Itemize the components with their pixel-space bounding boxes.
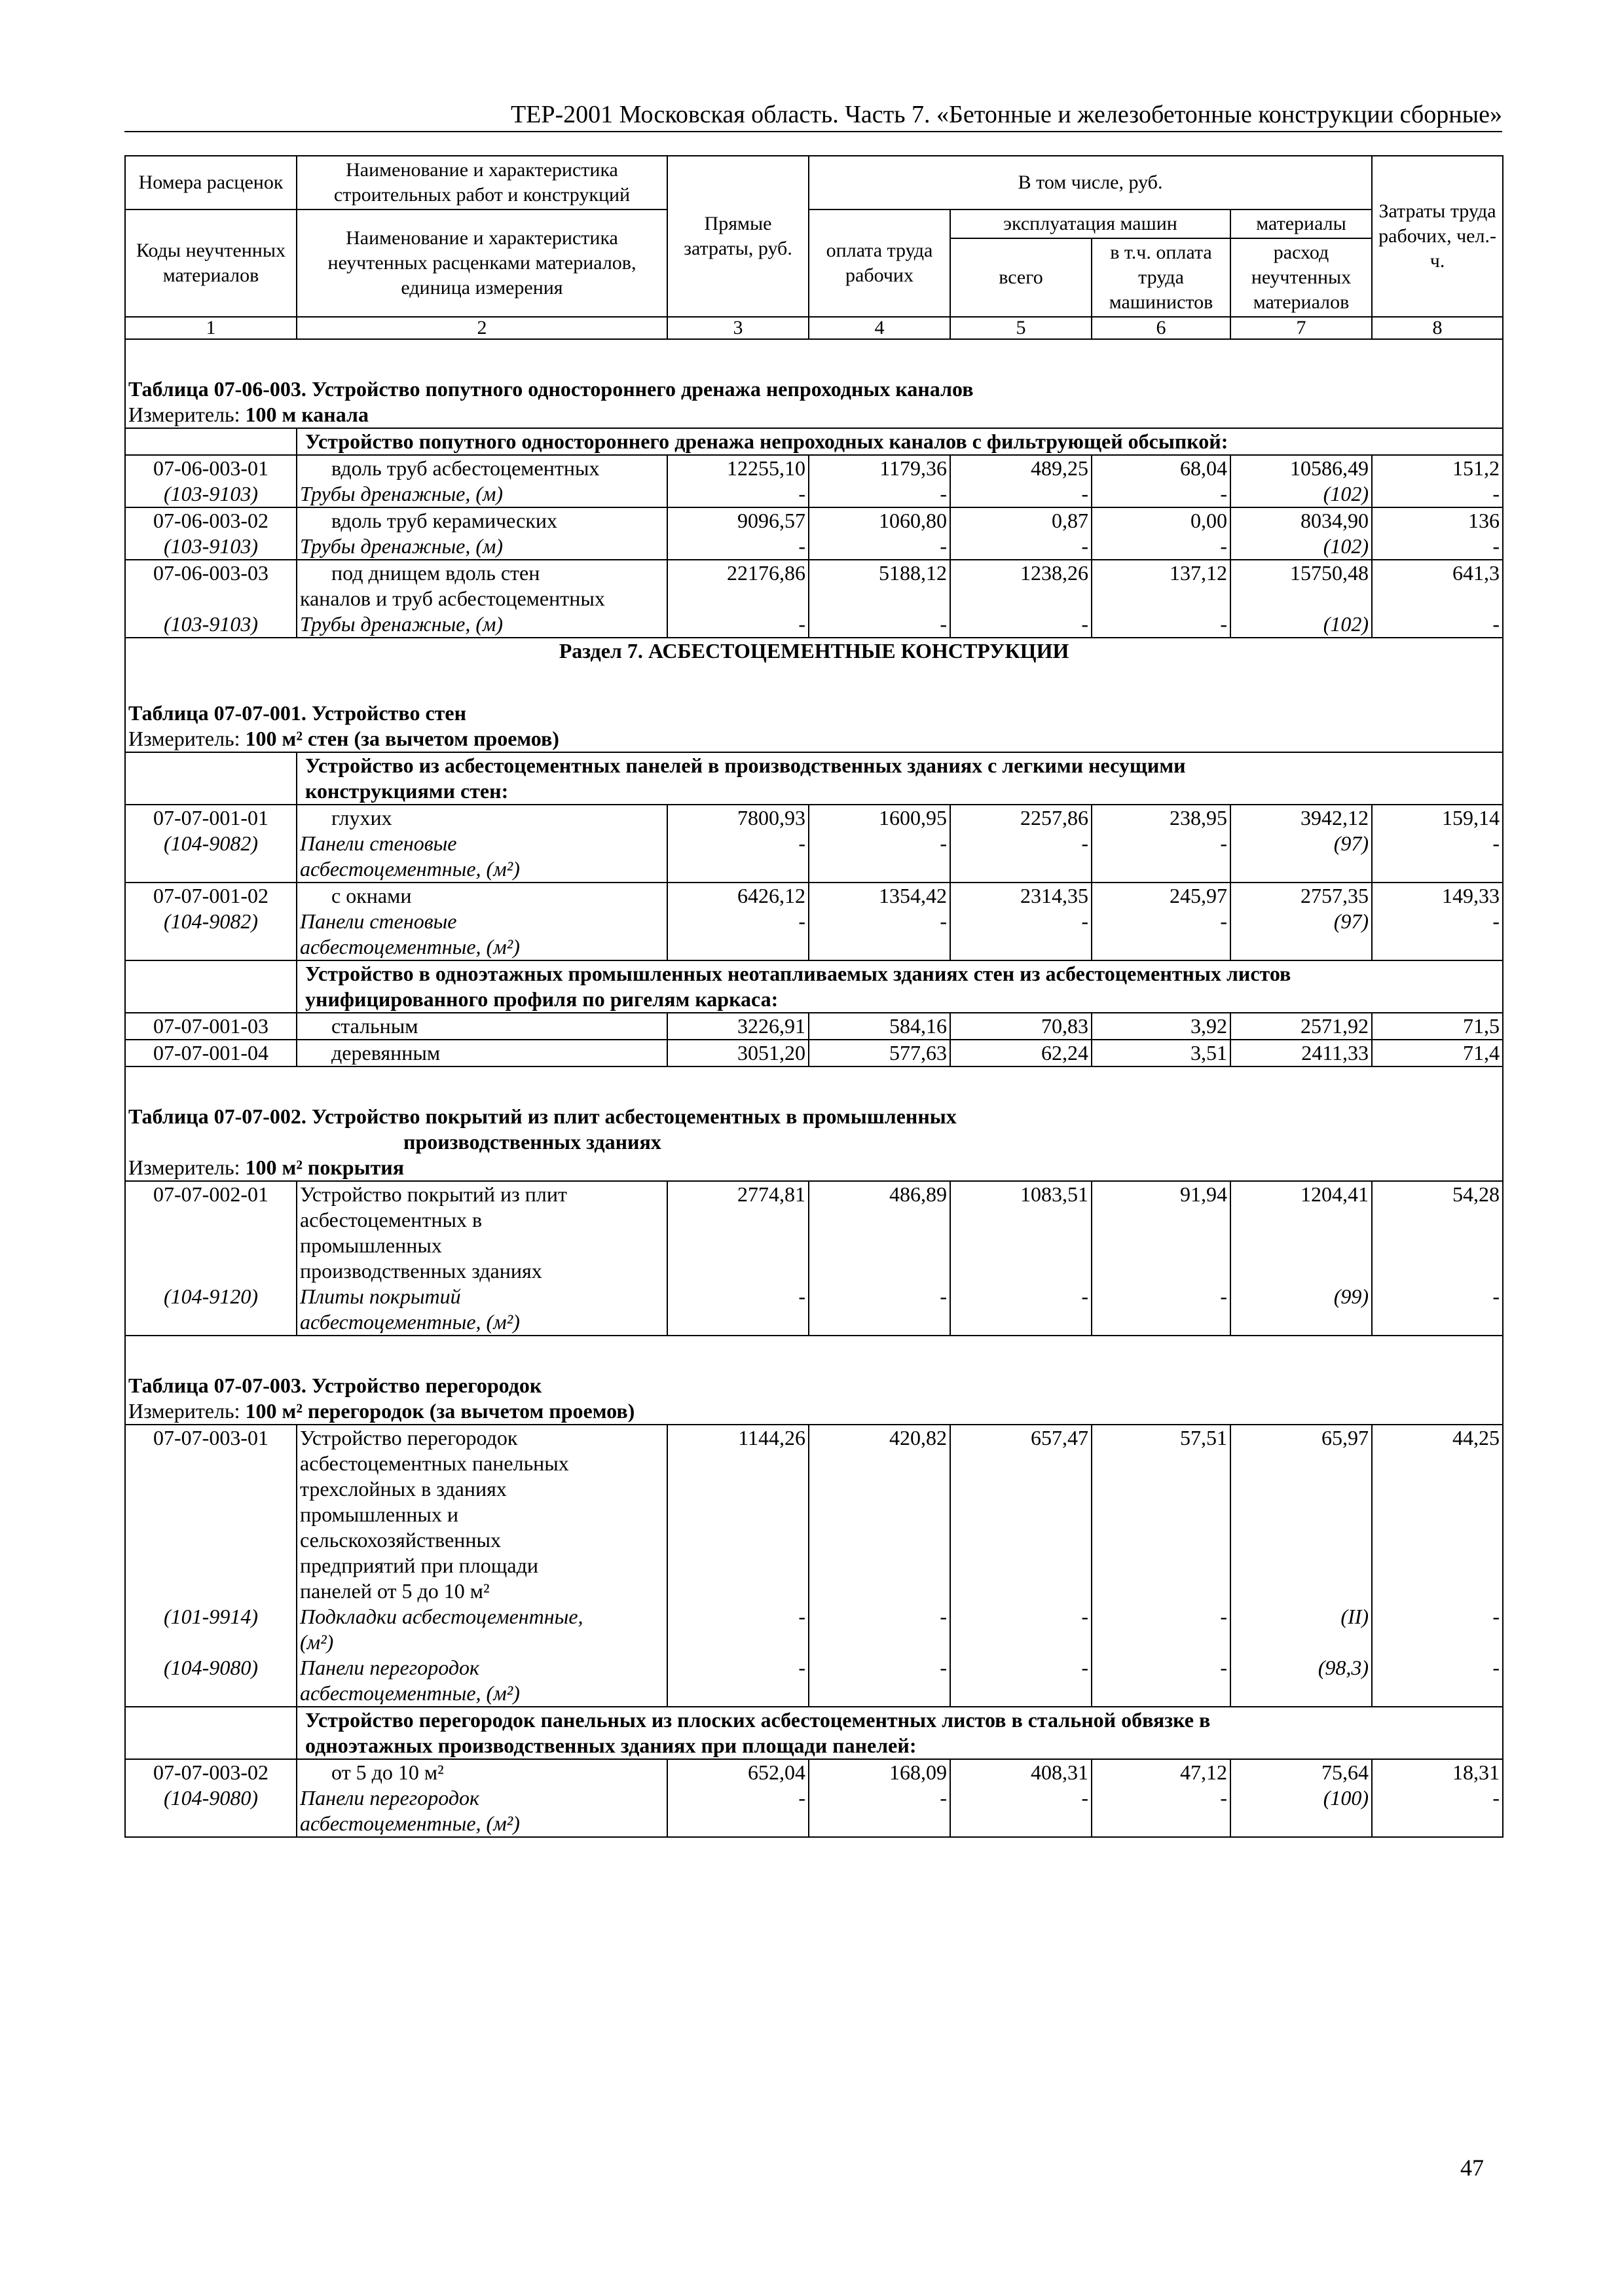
- mat-value: -: [1092, 831, 1230, 883]
- table-title: [125, 1104, 1503, 1155]
- mat-value: -: [950, 1604, 1092, 1655]
- material-name: Трубы дренажные, (м): [297, 611, 667, 638]
- value-machinist-pay: 91,94: [1092, 1181, 1230, 1284]
- subgroup-line: конструкциями стен:: [305, 779, 509, 803]
- material-name: [297, 831, 667, 883]
- value-labor: 71,4: [1372, 1040, 1503, 1066]
- value-worker-pay: 584,16: [809, 1013, 950, 1040]
- value-labor: 136: [1372, 507, 1503, 534]
- mat-value: -: [950, 1785, 1092, 1837]
- col-worker-pay: оплата труда рабочих: [809, 210, 950, 317]
- rate-code: 07-07-002-01: [125, 1181, 297, 1284]
- mat-value: -: [809, 831, 950, 883]
- value-machines: 489,25: [950, 455, 1092, 481]
- rate-name: стальным: [297, 1013, 667, 1040]
- value-machinist-pay: 68,04: [1092, 455, 1230, 481]
- col-total: всего: [950, 238, 1092, 317]
- col-num: 4: [809, 317, 950, 339]
- mat-value: -: [950, 831, 1092, 883]
- blank-cell: [125, 960, 297, 1013]
- col-name-works: Наименование и характеристика строительных работ и конструкций: [297, 156, 667, 210]
- col-including: В том числе, руб.: [809, 156, 1372, 210]
- material-name: [297, 1785, 667, 1837]
- value-direct: 3226,91: [667, 1013, 809, 1040]
- value-direct: 1144,26: [667, 1425, 809, 1604]
- rate-name-line: трехслойных в зданиях: [300, 1477, 507, 1501]
- value-machinist-pay: 245,97: [1092, 883, 1230, 909]
- value-materials: 75,64: [1230, 1759, 1372, 1785]
- rate-name: глухих: [297, 805, 667, 831]
- value-worker-pay: 577,63: [809, 1040, 950, 1066]
- mat-value: -: [1372, 1284, 1503, 1336]
- rate-name-line: промышленных и: [300, 1503, 458, 1526]
- material-name: [297, 1284, 667, 1336]
- material-code: (104-9082): [125, 831, 297, 883]
- material-name-line: Подкладки асбестоцементные,: [300, 1605, 583, 1628]
- value-labor: 641,3: [1372, 560, 1503, 611]
- rate-name-line: под днищем вдоль стен: [331, 561, 540, 585]
- mat-value: -: [1372, 611, 1503, 638]
- value-machines: 657,47: [950, 1425, 1092, 1604]
- mat-value: -: [667, 831, 809, 883]
- value-labor: 151,2: [1372, 455, 1503, 481]
- value-materials: 15750,48: [1230, 560, 1372, 611]
- value-direct: 22176,86: [667, 560, 809, 611]
- mat-consumption: (98,3): [1230, 1655, 1372, 1707]
- mat-consumption: (102): [1230, 481, 1372, 507]
- mat-value: -: [667, 534, 809, 560]
- mat-value: -: [667, 909, 809, 960]
- material-code: (104-9120): [125, 1284, 297, 1336]
- mat-value: -: [667, 1604, 809, 1655]
- value-worker-pay: 1060,80: [809, 507, 950, 534]
- material-name: Трубы дренажные, (м): [297, 534, 667, 560]
- value-machinist-pay: 3,51: [1092, 1040, 1230, 1066]
- value-direct: 6426,12: [667, 883, 809, 909]
- col-num: 8: [1372, 317, 1503, 339]
- value-worker-pay: 1179,36: [809, 455, 950, 481]
- material-name: [297, 1604, 667, 1655]
- mat-value: -: [1372, 481, 1503, 507]
- value-labor: 18,31: [1372, 1759, 1503, 1785]
- rate-name-line: промышленных: [300, 1233, 442, 1257]
- value-materials: 2411,33: [1230, 1040, 1372, 1066]
- rate-name-line: предприятий при площади: [300, 1554, 538, 1577]
- col-num: 1: [125, 317, 297, 339]
- running-header: ТЕР-2001 Московская область. Часть 7. «Бетонные и железобетонные конструкции сборные»: [124, 98, 1502, 132]
- mat-value: -: [1372, 1604, 1503, 1655]
- rate-name-line: панелей от 5 до 10 м²: [300, 1579, 490, 1603]
- rate-name-line: производственных зданиях: [300, 1259, 542, 1283]
- material-code: (101-9914): [125, 1604, 297, 1655]
- rate-code: 07-07-003-01: [125, 1425, 297, 1604]
- mat-value: -: [667, 481, 809, 507]
- rate-name-line: Устройство перегородок: [300, 1426, 518, 1449]
- material-name: Трубы дренажные, (м): [297, 481, 667, 507]
- col-material-codes: Коды неучтенных материалов: [125, 210, 297, 317]
- value-machines: 1238,26: [950, 560, 1092, 611]
- material-code: (103-9103): [125, 611, 297, 638]
- value-machines: 408,31: [950, 1759, 1092, 1785]
- table-title: Таблица 07-07-001. Устройство стен: [125, 701, 1503, 726]
- measure-value: 100 м² перегородок (за вычетом проемов): [245, 1399, 635, 1423]
- mat-value: -: [1372, 909, 1503, 960]
- mat-value: -: [1092, 481, 1230, 507]
- material-name-line: асбестоцементные, (м²): [300, 1310, 520, 1334]
- value-materials: 10586,49: [1230, 455, 1372, 481]
- table-title-line: производственных зданиях: [403, 1130, 661, 1154]
- value-materials: 65,97: [1230, 1425, 1372, 1604]
- value-worker-pay: 1600,95: [809, 805, 950, 831]
- measure-label: Измеритель:: [128, 403, 240, 426]
- value-direct: 652,04: [667, 1759, 809, 1785]
- value-machinist-pay: 238,95: [1092, 805, 1230, 831]
- mat-consumption: (99): [1230, 1284, 1372, 1336]
- mat-value: -: [1372, 1785, 1503, 1837]
- value-machinist-pay: 57,51: [1092, 1425, 1230, 1604]
- material-code: (103-9103): [125, 534, 297, 560]
- value-materials: 3942,12: [1230, 805, 1372, 831]
- mat-value: -: [1092, 1284, 1230, 1336]
- material-name-line: асбестоцементные, (м²): [300, 857, 520, 881]
- value-labor: 54,28: [1372, 1181, 1503, 1284]
- material-name-line: Плиты покрытий: [300, 1285, 461, 1308]
- rate-name-line: сельскохозяйственных: [300, 1528, 502, 1552]
- material-name-line: Панели перегородок: [300, 1786, 479, 1810]
- mat-value: -: [1092, 1655, 1230, 1707]
- col-num: 6: [1092, 317, 1230, 339]
- material-name-line: Панели стеновые: [300, 831, 457, 855]
- mat-value: -: [809, 1655, 950, 1707]
- table-header: [125, 156, 1503, 339]
- material-code: (104-9080): [125, 1655, 297, 1707]
- material-name-line: (м²): [300, 1630, 334, 1654]
- col-materials: материалы: [1230, 210, 1372, 238]
- mat-value: -: [667, 1785, 809, 1837]
- rate-code: 07-06-003-02: [125, 507, 297, 534]
- subgroup-line: Устройство из асбестоцементных панелей в производственных зданиях с легкими несущими: [305, 754, 1186, 777]
- col-num: 3: [667, 317, 809, 339]
- mat-value: -: [809, 909, 950, 960]
- subgroup-title: [297, 1707, 1503, 1759]
- material-name: [297, 1655, 667, 1707]
- col-num: 5: [950, 317, 1092, 339]
- rate-name: [297, 1425, 667, 1604]
- rate-code: 07-07-001-02: [125, 883, 297, 909]
- material-name-line: асбестоцементные, (м²): [300, 935, 520, 958]
- mat-value: -: [950, 909, 1092, 960]
- material-code: (103-9103): [125, 481, 297, 507]
- value-labor: 44,25: [1372, 1425, 1503, 1604]
- rate-code: 07-07-001-01: [125, 805, 297, 831]
- value-machines: 1083,51: [950, 1181, 1092, 1284]
- mat-consumption: (102): [1230, 611, 1372, 638]
- blank-cell: [125, 1707, 297, 1759]
- value-machines: 2314,35: [950, 883, 1092, 909]
- mat-consumption: (102): [1230, 534, 1372, 560]
- rate-code: 07-07-001-04: [125, 1040, 297, 1066]
- mat-value: -: [950, 611, 1092, 638]
- rates-table: [124, 155, 1504, 1838]
- subgroup-line: Устройство в одноэтажных промышленных неотапливаемых зданиях стен из асбестоцементных листов: [305, 962, 1291, 985]
- mat-value: -: [950, 534, 1092, 560]
- value-machines: 0,87: [950, 507, 1092, 534]
- mat-consumption: (100): [1230, 1785, 1372, 1837]
- value-direct: 3051,20: [667, 1040, 809, 1066]
- rate-name-line: асбестоцементных панельных: [300, 1451, 569, 1475]
- col-machinist-pay: в т.ч. оплата труда машинистов: [1092, 238, 1230, 317]
- mat-value: -: [809, 1284, 950, 1336]
- measure-unit: [125, 726, 1503, 752]
- mat-value: -: [950, 1655, 1092, 1707]
- value-worker-pay: 486,89: [809, 1181, 950, 1284]
- mat-value: -: [667, 1655, 809, 1707]
- mat-value: -: [1092, 909, 1230, 960]
- mat-consumption: (97): [1230, 909, 1372, 960]
- subgroup-line: унифицированного профиля по ригелям каркаса:: [305, 987, 779, 1011]
- mat-value: -: [809, 534, 950, 560]
- measure-label: Измеритель:: [128, 727, 240, 750]
- value-machinist-pay: 137,12: [1092, 560, 1230, 611]
- value-materials: 2571,92: [1230, 1013, 1372, 1040]
- mat-value: -: [1372, 534, 1503, 560]
- material-name-line: Панели стеновые: [300, 909, 457, 933]
- material-name-line: асбестоцементные, (м²): [300, 1812, 520, 1835]
- mat-value: -: [667, 1284, 809, 1336]
- col-direct-costs: Прямые затраты, руб.: [667, 156, 809, 317]
- col-name-materials: Наименование и характеристика неучтенных расценками материалов, единица измерения: [297, 210, 667, 317]
- material-name-line: асбестоцементные, (м²): [300, 1681, 520, 1705]
- mat-value: -: [1092, 1785, 1230, 1837]
- material-name-line: Панели перегородок: [300, 1656, 479, 1679]
- value-machines: 62,24: [950, 1040, 1092, 1066]
- rate-name: деревянным: [297, 1040, 667, 1066]
- measure-value: 100 м² стен (за вычетом проемов): [245, 727, 559, 750]
- value-machinist-pay: 0,00: [1092, 507, 1230, 534]
- mat-value: -: [667, 611, 809, 638]
- mat-value: -: [1092, 534, 1230, 560]
- col-rate-number: Номера расценок: [125, 156, 297, 210]
- value-labor: 159,14: [1372, 805, 1503, 831]
- rate-name: вдоль труб асбестоцементных: [297, 455, 667, 481]
- subgroup-line: Устройство перегородок панельных из плоских асбестоцементных листов в стальной обвязке в: [305, 1708, 1211, 1732]
- value-labor: 71,5: [1372, 1013, 1503, 1040]
- mat-consumption: (II): [1230, 1604, 1372, 1655]
- mat-value: -: [1092, 611, 1230, 638]
- value-direct: 9096,57: [667, 507, 809, 534]
- rate-name-line: Устройство покрытий из плит: [300, 1182, 567, 1206]
- subgroup-title: [297, 752, 1503, 805]
- rate-code: 07-07-003-02: [125, 1759, 297, 1785]
- value-worker-pay: 5188,12: [809, 560, 950, 611]
- table-title: Таблица 07-06-003. Устройство попутного одностороннего дренажа непроходных каналов: [125, 376, 1503, 402]
- material-code: (104-9082): [125, 909, 297, 960]
- rate-code: 07-06-003-01: [125, 455, 297, 481]
- measure-unit: [125, 402, 1503, 428]
- mat-value: -: [950, 1284, 1092, 1336]
- value-materials: 8034,90: [1230, 507, 1372, 534]
- value-materials: 1204,41: [1230, 1181, 1372, 1284]
- value-materials: 2757,35: [1230, 883, 1372, 909]
- rate-name: [297, 1181, 667, 1284]
- measure-unit: [125, 1155, 1503, 1181]
- measure-value: 100 м² покрытия: [245, 1156, 405, 1179]
- mat-consumption: (97): [1230, 831, 1372, 883]
- mat-value: -: [950, 481, 1092, 507]
- rate-name: с окнами: [297, 883, 667, 909]
- rate-name: вдоль труб керамических: [297, 507, 667, 534]
- material-name: [297, 909, 667, 960]
- mat-value: -: [809, 611, 950, 638]
- table-title-line: Таблица 07-07-002. Устройство покрытий из плит асбестоцементных в промышленных: [128, 1104, 957, 1128]
- mat-value: -: [1372, 1655, 1503, 1707]
- subgroup-title: [297, 960, 1503, 1013]
- subgroup-title: Устройство попутного одностороннего дренажа непроходных каналов с фильтрующей обсыпкой:: [297, 428, 1503, 455]
- col-unaccounted-materials: расход неучтенных материалов: [1230, 238, 1372, 317]
- measure-value: 100 м канала: [245, 403, 369, 426]
- rate-code: 07-06-003-03: [125, 560, 297, 611]
- value-direct: 2774,81: [667, 1181, 809, 1284]
- mat-value: -: [1092, 1604, 1230, 1655]
- section-title: Раздел 7. АСБЕСТОЦЕМЕНТНЫЕ КОНСТРУКЦИИ: [125, 638, 1503, 664]
- value-direct: 7800,93: [667, 805, 809, 831]
- mat-value: -: [809, 481, 950, 507]
- col-machine-operation: эксплуатация машин: [950, 210, 1230, 238]
- measure-label: Измеритель:: [128, 1399, 240, 1423]
- value-worker-pay: 168,09: [809, 1759, 950, 1785]
- col-num: 2: [297, 317, 667, 339]
- measure-label: Измеритель:: [128, 1156, 240, 1179]
- value-direct: 12255,10: [667, 455, 809, 481]
- mat-value: -: [809, 1785, 950, 1837]
- rate-name: [297, 560, 667, 611]
- rate-name: от 5 до 10 м²: [297, 1759, 667, 1785]
- rate-name-line: каналов и труб асбестоцементных: [300, 587, 605, 610]
- mat-value: -: [809, 1604, 950, 1655]
- page-number: 47: [1460, 2155, 1484, 2181]
- rate-name-line: асбестоцементных в: [300, 1208, 483, 1231]
- value-machines: 2257,86: [950, 805, 1092, 831]
- value-worker-pay: 420,82: [809, 1425, 950, 1604]
- blank-cell: [125, 428, 297, 455]
- value-machinist-pay: 47,12: [1092, 1759, 1230, 1785]
- value-worker-pay: 1354,42: [809, 883, 950, 909]
- table-title: Таблица 07-07-003. Устройство перегородок: [125, 1373, 1503, 1398]
- value-machinist-pay: 3,92: [1092, 1013, 1230, 1040]
- measure-unit: [125, 1398, 1503, 1425]
- mat-value: -: [1372, 831, 1503, 883]
- rate-code: 07-07-001-03: [125, 1013, 297, 1040]
- value-machines: 70,83: [950, 1013, 1092, 1040]
- col-num: 7: [1230, 317, 1372, 339]
- blank-cell: [125, 752, 297, 805]
- material-code: (104-9080): [125, 1785, 297, 1837]
- value-labor: 149,33: [1372, 883, 1503, 909]
- subgroup-line: одноэтажных производственных зданиях при площади панелей:: [305, 1734, 917, 1757]
- col-labor-costs: Затраты труда рабочих, чел.-ч.: [1372, 156, 1503, 317]
